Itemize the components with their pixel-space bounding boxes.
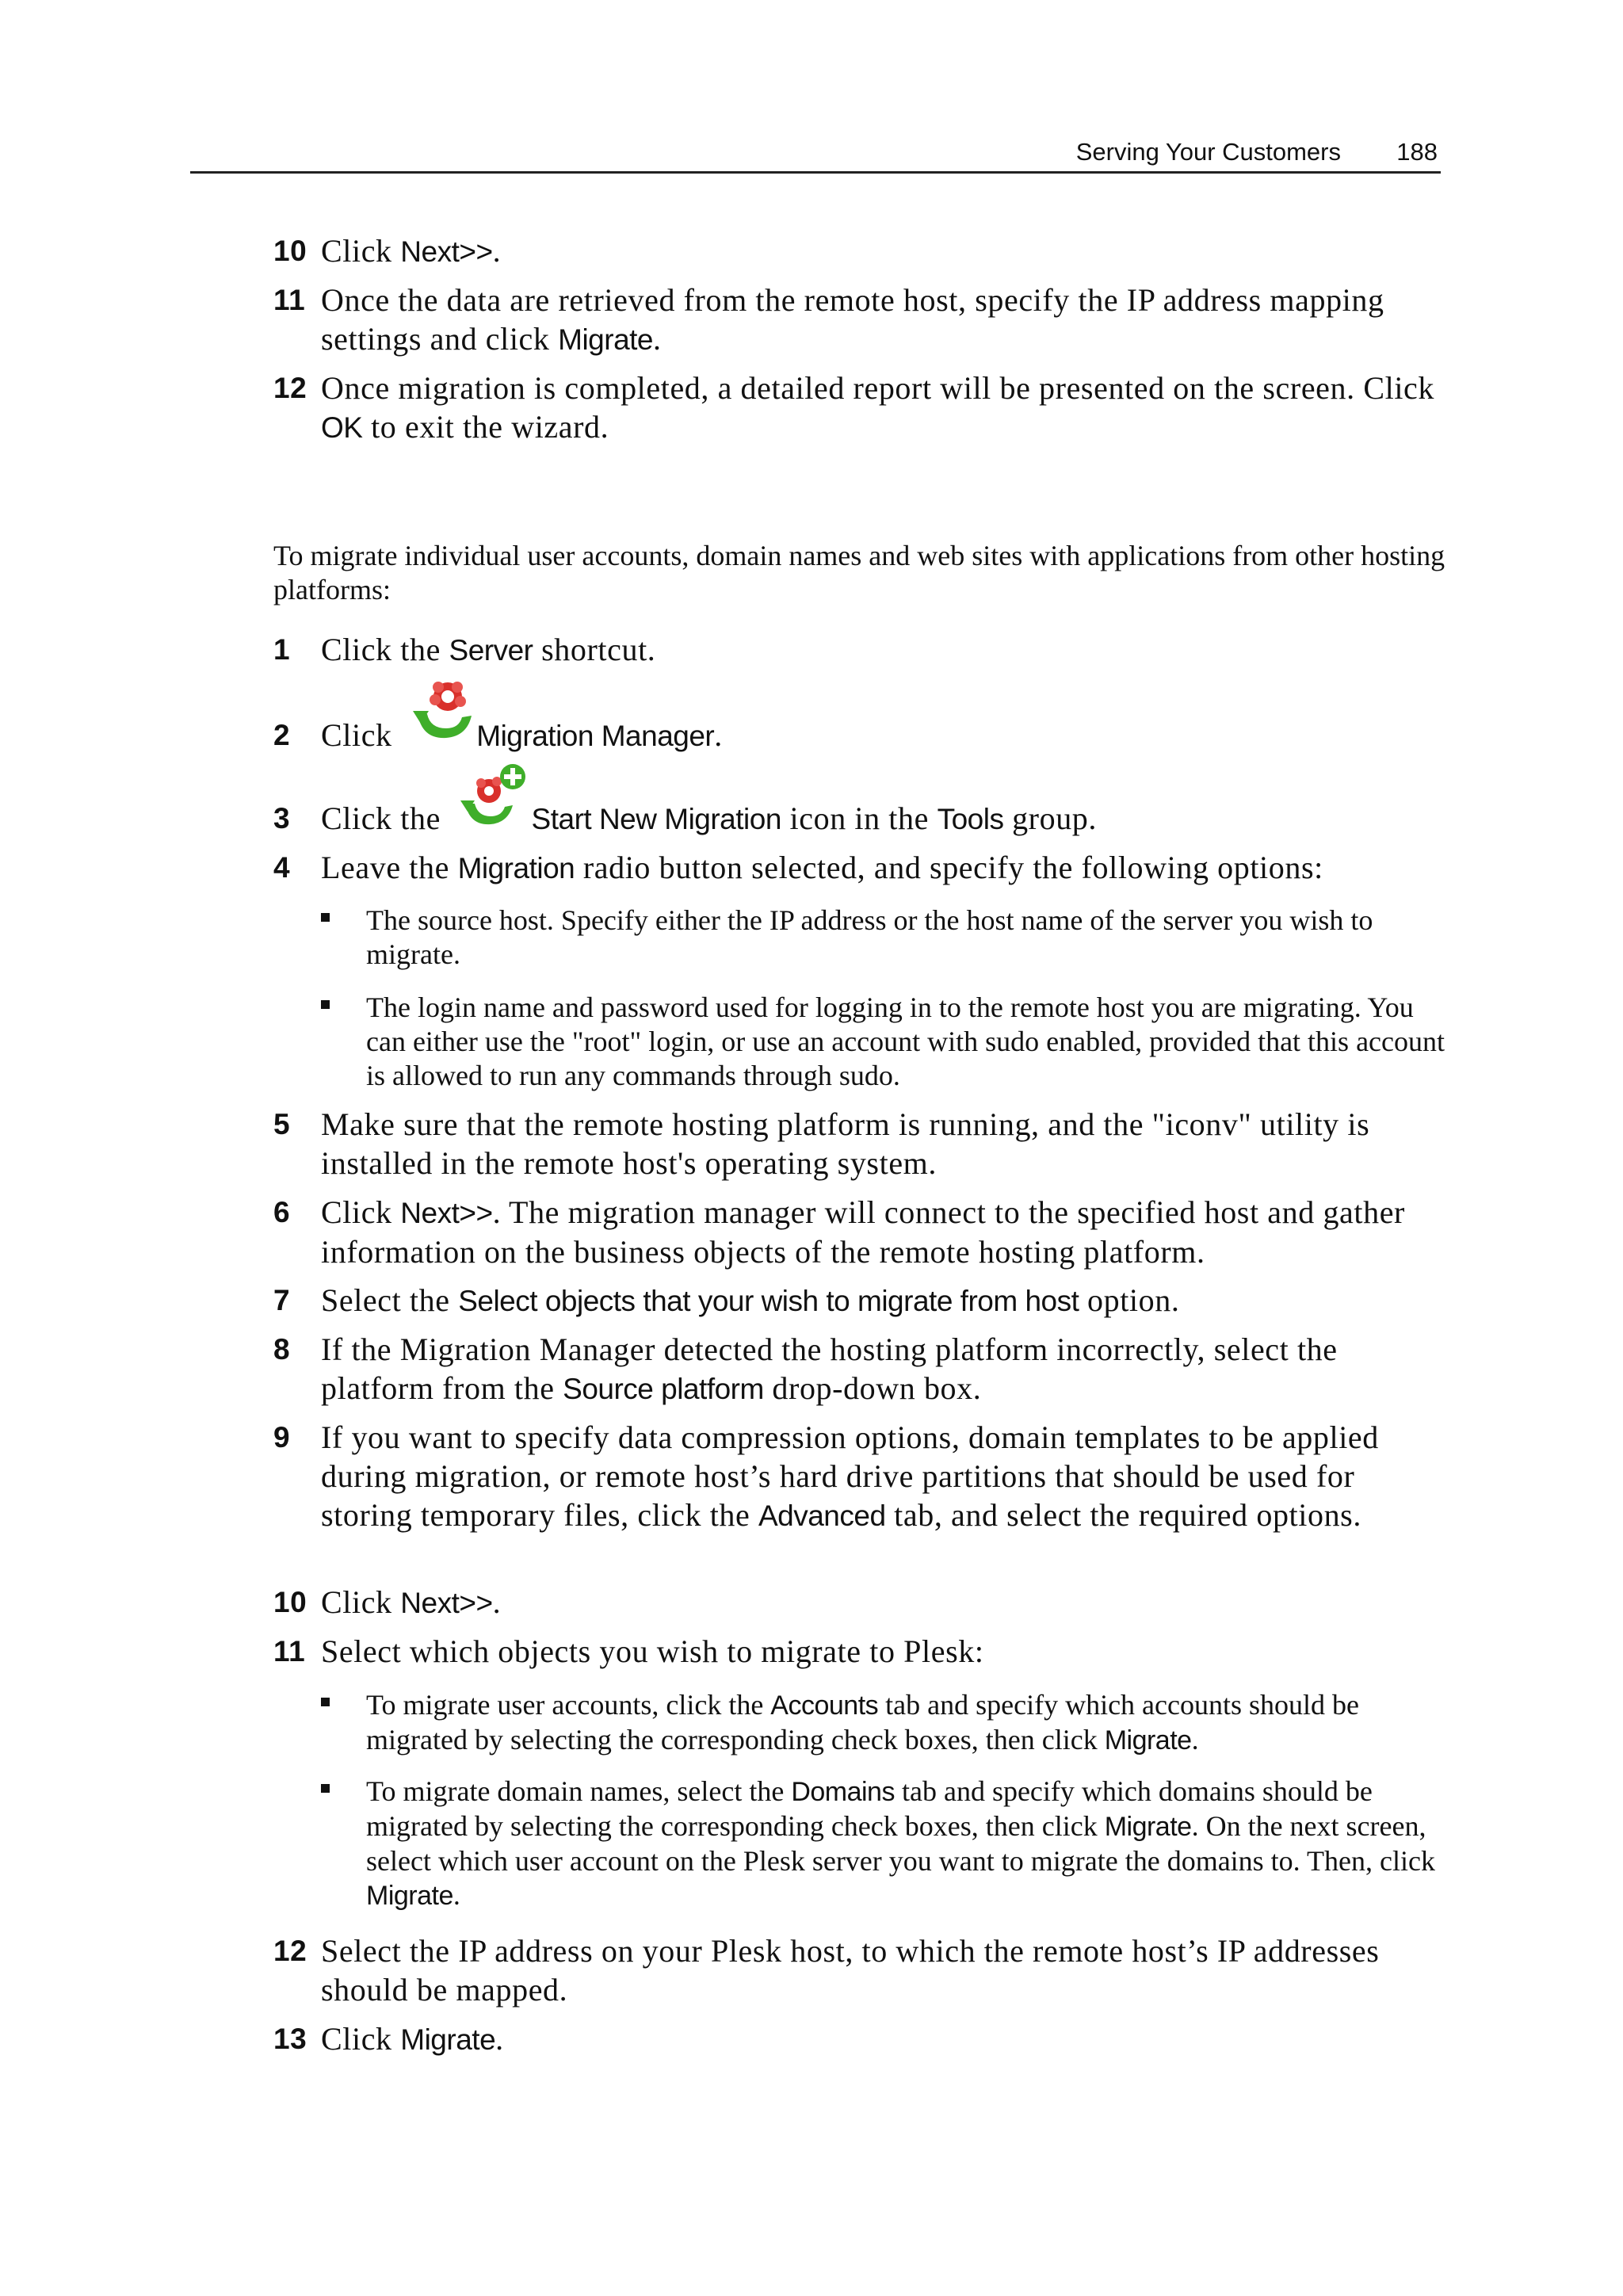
bullet-icon xyxy=(321,1698,330,1706)
step-9: 9 If you want to specify data compression options, domain templates to be applied during migration, or remote host’s hard drive partitions that should be used for storing temporary files, click the Advanced tab, and select the required options. xyxy=(273,1419,1379,1533)
step-number: 10 xyxy=(273,235,307,267)
ui-term: Domains xyxy=(791,1777,895,1807)
ui-term: Migration xyxy=(457,852,575,884)
ui-term: Source platform xyxy=(563,1373,764,1405)
step-8: 8 If the Migration Manager detected the hosting platform incorrectly, select the platform from the Source platform drop-down box. xyxy=(273,1331,1338,1406)
step-11-top: 11 Once the data are retrieved from the remote host, specify the IP address mapping settings and click Migrate. xyxy=(273,282,1384,357)
ui-term: Select objects that your wish to migrate from host xyxy=(458,1285,1079,1317)
step-number: 4 xyxy=(273,851,291,884)
intro-paragraph: To migrate individual user accounts, domain names and web sites with applications from other hosting platforms: xyxy=(273,540,1445,606)
page-number: 188 xyxy=(1396,138,1438,166)
step-number: 1 xyxy=(273,633,291,666)
ui-term: Migrate xyxy=(558,323,654,356)
step-number: 5 xyxy=(273,1108,291,1140)
step-6: 6 Click Next>>. The migration manager will connect to the specified host and gather information on the business objects of the remote hosting platform. xyxy=(273,1194,1405,1270)
bullet-icon xyxy=(321,1784,330,1793)
ui-term: Migrate xyxy=(400,2023,496,2056)
step-number: 9 xyxy=(273,1421,291,1454)
step-number: 6 xyxy=(273,1196,291,1228)
ui-term: Accounts xyxy=(770,1690,879,1721)
ui-term: Advanced xyxy=(758,1499,886,1532)
page-header xyxy=(190,133,1441,174)
step-13: 13 Click Migrate. xyxy=(273,2021,504,2057)
step-number: 3 xyxy=(273,802,291,835)
step-10: 10 Click Next>>. xyxy=(273,1584,502,1620)
step-number: 11 xyxy=(273,1635,306,1668)
bullet-icon xyxy=(321,913,330,922)
ui-term: Tools xyxy=(937,803,1004,835)
header-section-title: Serving Your Customers xyxy=(1075,138,1341,166)
list-item: The source host. Specify either the IP address or the host name of the server you wish to migrate. xyxy=(321,904,1446,972)
step-number: 7 xyxy=(273,1284,291,1316)
migration-manager-icon xyxy=(411,679,475,753)
ui-term: Migrate xyxy=(366,1881,453,1911)
step-number: 2 xyxy=(273,719,291,751)
step-number: 12 xyxy=(273,1935,307,1967)
step-number: 11 xyxy=(273,284,306,316)
list-item: To migrate user accounts, click the Accounts tab and specify which accounts should be migrated by selecting the corresponding check boxes, then click Migrate. xyxy=(321,1688,1446,1758)
start-new-migration-icon xyxy=(460,762,532,838)
ui-term: OK xyxy=(321,411,363,444)
list-item: The login name and password used for logging in to the remote host you are migrating. You can either use the "root" login, or use an account with sudo enabled, provided that this account is allowed to run any commands through sudo. xyxy=(321,991,1446,1093)
ui-term: Migrate xyxy=(1104,1812,1192,1842)
ui-term: Next>> xyxy=(400,1587,493,1619)
ui-term: Next>> xyxy=(400,235,493,268)
step-3: 3 Click the Start New Migration icon in the Tools group. xyxy=(273,799,1446,839)
list-item: To migrate domain names, select the Domains tab and specify which domains should be migrated by selecting the corresponding check boxes, then click Migrate. On the next screen, select which user account on the Plesk server you want to migrate the domains to. Then, click Migrate. xyxy=(321,1775,1446,1913)
step-12-top: 12 Once migration is completed, a detailed report will be presented on the screen. Click OK to exit the wizard. xyxy=(273,370,1434,445)
step-number: 8 xyxy=(273,1333,291,1366)
ui-term: Start New Migration xyxy=(531,803,781,835)
step-4: 4 Leave the Migration radio button selected, and specify the following options: xyxy=(273,850,1323,885)
step-1: 1 Click the Server shortcut. xyxy=(273,632,656,667)
step-number: 13 xyxy=(273,2023,307,2055)
ui-term: Server xyxy=(449,634,533,667)
bullet-icon xyxy=(321,1000,330,1009)
step-number: 10 xyxy=(273,1586,307,1618)
step-5: 5 Make sure that the remote hosting platform is running, and the "iconv" utility is installed in the remote host's operating system. xyxy=(273,1106,1370,1181)
ui-term: Migration Manager xyxy=(476,720,715,752)
step-12: 12 Select the IP address on your Plesk host, to which the remote host’s IP addresses should be mapped. xyxy=(273,1933,1380,2008)
step-2: 2 Click Migration Manager. xyxy=(273,716,1446,755)
step-number: 12 xyxy=(273,372,307,404)
step-11: 11 Select which objects you wish to migrate to Plesk: xyxy=(273,1633,984,1669)
ui-term: Migrate xyxy=(1104,1725,1192,1755)
ui-term: Next>> xyxy=(400,1197,493,1229)
step-7: 7 Select the Select objects that your wish to migrate from host option. xyxy=(273,1282,1180,1318)
step-10-top: 10 Click Next>>. xyxy=(273,233,502,269)
